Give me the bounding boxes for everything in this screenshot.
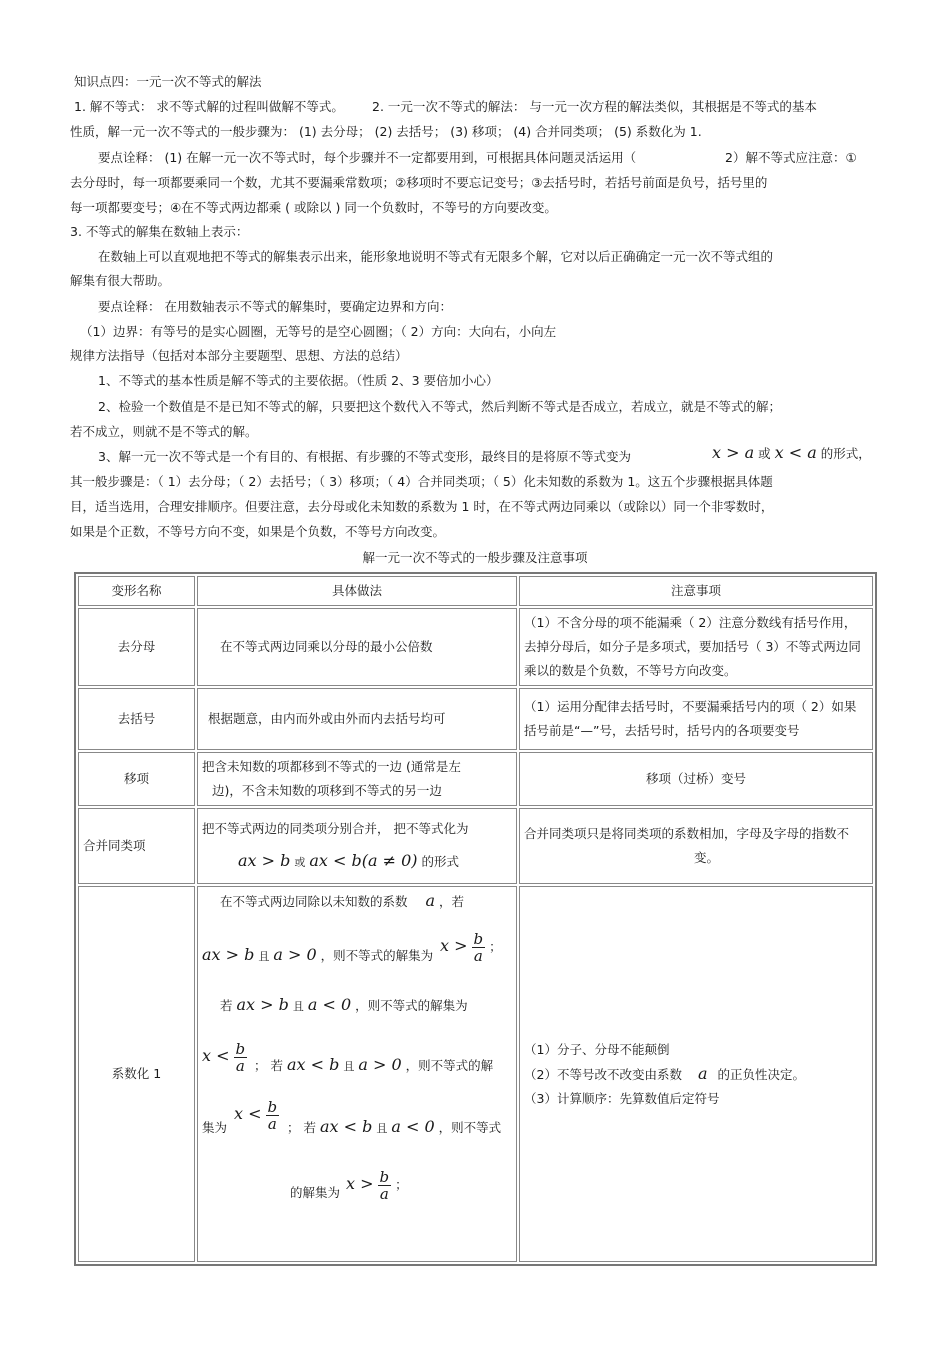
- text: ，则不等式的解集为: [320, 948, 434, 963]
- text: 若: [220, 998, 233, 1013]
- and-text: 且: [258, 950, 270, 963]
- semicolon: ；: [254, 1058, 267, 1073]
- para-key-notes-2: 去分母时，每一项都要乘同一个数，尤其不要漏乘常数项；②移项时不要忘记变号；③去括号时，若括号前面是负号，括号里的: [70, 175, 768, 190]
- note-line: （1）不含分母的项不能漏乘（ 2）注意分数线有括号作用，: [524, 615, 857, 630]
- method-line-4: [202, 1041, 512, 1099]
- header-step-name: 变形名称: [78, 576, 195, 606]
- semicolon: ；: [286, 1120, 300, 1135]
- heading-method-guide: 规律方法指导（包括对本部分主要题型、思想、方法的总结）: [70, 348, 408, 363]
- step-name: 移项: [78, 752, 195, 806]
- step-method: [197, 808, 517, 884]
- var-a: a: [425, 891, 436, 910]
- table-header-row: [78, 576, 873, 606]
- step-name: 去分母: [78, 608, 195, 686]
- step-notes: [519, 688, 873, 750]
- semicolon: ；: [395, 1177, 408, 1192]
- table-row: [78, 886, 873, 1262]
- step-name: 合并同类项: [78, 808, 195, 884]
- numerator: b: [473, 930, 484, 948]
- math-a-lt-0: a < 0: [391, 1117, 435, 1136]
- para-number-line-1: 在数轴上可以直观地把不等式的解集表示出来，能形象地说明不等式有无限多个解，它对以后正确确定一元一次不等式组的: [98, 249, 774, 264]
- para-guide-1: 1、不等式的基本性质是解不等式的主要依据。（性质 2、3 要倍加小心）: [98, 373, 499, 388]
- and-text: 且: [376, 1122, 388, 1135]
- form-suffix: 的形式: [421, 854, 460, 869]
- math-a-gt-0: a > 0: [358, 1055, 402, 1074]
- para-guide-3: 3、解一元一次不等式是一个有目的、有根据、有步骤的不等式变形，最终目的是将原不等式变为: [98, 449, 631, 464]
- para-guide-3d: 如果是个正数，不等号方向不变，如果是个负数，不等号方向改变。: [70, 524, 446, 539]
- para-number-line-notes: 要点诠释： 在用数轴表示不等式的解集时，要确定边界和方向：: [98, 299, 452, 314]
- math-x-gt-a: x > a: [712, 443, 755, 462]
- numerator: b: [235, 1040, 246, 1058]
- math-x-lt: x <: [202, 1046, 230, 1065]
- header-notes: 注意事项: [519, 576, 873, 606]
- text: 的解集为: [290, 1185, 341, 1200]
- form-text: 的形式，: [820, 446, 871, 461]
- para-key-notes-1b: 2）解不等式应注意：①: [725, 150, 857, 165]
- note-line: （1）运用分配律去括号时，不要漏乘括号内的项（ 2）如果: [524, 699, 857, 714]
- heading-number-line: 3. 不等式的解集在数轴上表示：: [70, 224, 249, 239]
- math-x-gt: x >: [346, 1174, 374, 1193]
- step-method: 根据题意，由内而外或由外而内去括号均可: [197, 688, 517, 750]
- para-solve-inequality-def: 1. 解不等式： 求不等式解的过程叫做解不等式。: [74, 99, 344, 114]
- text: 若: [303, 1120, 316, 1135]
- denominator: a: [379, 1185, 389, 1203]
- note-line: 变。: [694, 850, 720, 865]
- step-notes: [519, 886, 873, 1262]
- denominator: a: [267, 1115, 277, 1133]
- note-line: 合并同类项只是将同类项的系数相加，字母及字母的指数不: [524, 826, 850, 841]
- para-guide-2: 2、检验一个数值是不是已知不等式的解，只要把这个数代入不等式，然后判断不等式是否成立，若成立，就是不等式的解；: [98, 399, 781, 414]
- math-x-lt: x <: [234, 1104, 262, 1123]
- method-form-line: [202, 849, 512, 875]
- step-method: [197, 886, 517, 1262]
- math-ax-gt-b: ax > b: [236, 995, 289, 1014]
- text: 的正负性决定。: [717, 1066, 805, 1082]
- table-row: [78, 608, 873, 686]
- step-name: 系数化 1: [78, 886, 195, 1262]
- para-key-notes-1: 要点诠释： (1) 在解一元一次不等式时，每个步骤并不一定都要用到，可根据具体问题灵活运用（: [98, 150, 637, 165]
- denominator: a: [235, 1057, 245, 1075]
- steps-table: [74, 572, 877, 1266]
- note-line: （3）计算顺序：先算数值后定符号: [524, 1090, 720, 1106]
- table-row: [78, 808, 873, 884]
- para-guide-3b: 其一般步骤是：（ 1）去分母；（ 2）去括号；（ 3）移项；（ 4）合并同类项；（ 5）化未知数的系数为 1。这五个步骤根据具体题: [70, 474, 773, 489]
- math-ax-lt-b: ax < b: [287, 1055, 340, 1074]
- method-line: 边)，不含未知数的项移到不等式的另一边: [212, 783, 442, 798]
- note-line: [524, 1062, 868, 1087]
- method-line-2: [202, 931, 512, 989]
- numerator: b: [267, 1098, 278, 1116]
- step-method: 在不等式两边同乘以分母的最小公倍数: [197, 608, 517, 686]
- para-guide-3-math: [712, 444, 871, 463]
- step-name: 去括号: [78, 688, 195, 750]
- step-notes: 移项（过桥）变号: [519, 752, 873, 806]
- fraction-b-over-a: [378, 1169, 392, 1202]
- text: 集为: [202, 1120, 228, 1135]
- para-key-notes-3: 每一项都要变号；④在不等式两边都乘 ( 或除以 ) 同一个负数时，不等号的方向要改变。: [70, 200, 557, 215]
- and-text: 且: [292, 1000, 304, 1013]
- table-row: [78, 688, 873, 750]
- math-ax-lt-b: ax < b: [319, 1117, 373, 1136]
- semicolon: ；: [489, 939, 502, 954]
- para-number-line-2: 解集有很大帮助。: [70, 273, 171, 288]
- math-x-lt-a: x < a: [774, 443, 817, 462]
- math-ax-gt-b: ax > b: [202, 945, 255, 964]
- text: 在不等式两边同除以未知数的系数: [220, 894, 408, 909]
- table-row: [78, 752, 873, 806]
- numerator: b: [379, 1168, 390, 1186]
- note-line: 乘以的数是个负数，不等号方向改变。: [524, 663, 737, 678]
- denominator: a: [473, 947, 483, 965]
- fraction-b-over-a: [234, 1041, 248, 1074]
- method-line: 把不等式两边的同类项分别合并， 把不等式化为: [202, 821, 469, 836]
- text: ，则不等式的解集为: [355, 998, 468, 1013]
- text: ，则不等式的解: [405, 1058, 494, 1073]
- note-line: 括号前是“—”号，去括号时，括号内的各项要变号: [524, 723, 800, 738]
- text: ，若: [439, 894, 465, 909]
- para-guide-3c: 目，适当选用，合理安排顺序。但要注意，去分母或化未知数的系数为 1 时，在不等式两边同乘以（或除以）同一个非零数时，: [70, 499, 774, 514]
- header-method: 具体做法: [197, 576, 517, 606]
- math-ax-lt-b-a-ne-0: ax < b(a ≠ 0): [309, 851, 418, 870]
- text: 若: [270, 1058, 284, 1073]
- math-ax-gt-b: ax > b: [238, 851, 291, 870]
- para-solution-method: 2. 一元一次不等式的解法： 与一元一次方程的解法类似，其根据是不等式的基本: [372, 99, 817, 114]
- para-general-steps: 性质，解一元一次不等式的一般步骤为： (1) 去分母； (2) 去括号； (3) 移项； (4) 合并同类项； (5) 系数化为 1.: [70, 124, 702, 139]
- fraction-b-over-a: [472, 931, 486, 964]
- text: ，则不等式: [438, 1120, 502, 1135]
- or-text: 或: [294, 856, 306, 869]
- para-boundary-direction: （1）边界：有等号的是实心圆圈，无等号的是空心圆圈；（ 2）方向：大向右，小向左: [80, 324, 557, 339]
- math-a-gt-0: a > 0: [273, 945, 317, 964]
- step-method: [197, 752, 517, 806]
- method-line-1: [202, 891, 512, 931]
- or-text: 或: [758, 446, 771, 461]
- method-line: 把含未知数的项都移到不等式的一边 (通常是左: [202, 759, 461, 774]
- note-line: 去掉分母后，如分子是多项式，要加括号（ 3）不等式两边同: [524, 639, 861, 654]
- note-line: （1）分子、分母不能颠倒: [524, 1041, 670, 1057]
- method-line-3: [202, 989, 512, 1035]
- step-notes: [519, 808, 873, 884]
- table-title: 解一元一次不等式的一般步骤及注意事项: [362, 550, 588, 565]
- method-line-5: [202, 1099, 512, 1157]
- var-a: a: [697, 1063, 708, 1083]
- heading-knowledge-point-4: 知识点四：一元一次不等式的解法: [74, 74, 262, 89]
- para-guide-2b: 若不成立，则就不是不等式的解。: [70, 424, 258, 439]
- math-a-lt-0: a < 0: [307, 995, 352, 1014]
- method-line-6: [202, 1157, 512, 1215]
- and-text: 且: [343, 1060, 355, 1073]
- step-notes: [519, 608, 873, 686]
- text: （2）不等号改不改变由系数: [524, 1066, 682, 1082]
- math-x-gt: x >: [440, 936, 468, 955]
